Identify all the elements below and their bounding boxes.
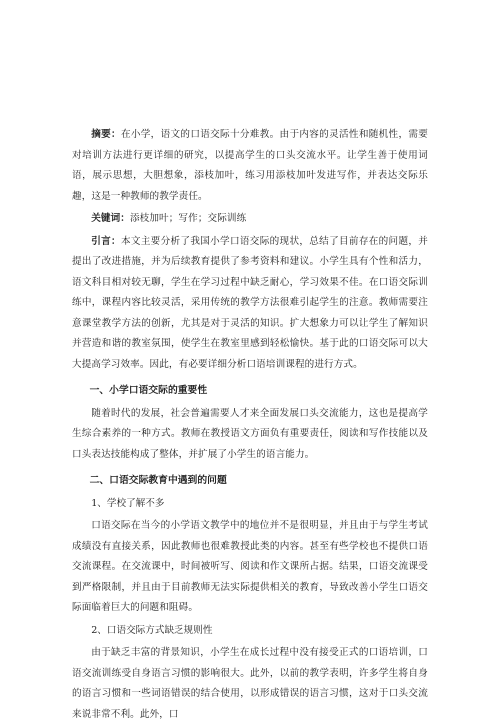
section2-heading: 二、口语交际教育中遇到的问题: [89, 475, 227, 486]
intro-label: 引言：: [91, 235, 121, 247]
keywords-paragraph: [72, 209, 428, 230]
abstract-text: 在小学，语文的口语交际十分难教。由于内容的灵活性和随机性，需要对培训方法进行更详细的研究，以提高学生的口头交流水平。让学生善于使用词语，展示思想，大胆想象，添枝加叶，练习用添枝加叶发进写作，并表达交际乐趣，这是一种教师的教学责任。: [72, 129, 428, 202]
section1-paragraph: 随着时代的发展，社会普遍需要人才来全面发展口头交流能力，这也是提高学生综合素养的一种方式。教师在教授语文方面负有重要责任，阅读和写作技能以及口头表达技能构成了整体，并扩展了小学生的语言能力。: [72, 407, 428, 460]
abstract-label: 摘要：: [91, 129, 121, 140]
subsection1-heading: 1、学校了解不多: [91, 497, 165, 509]
section1-heading-wrap: [72, 381, 428, 402]
keywords-label: 关键词：: [91, 213, 130, 224]
intro-text: 本文主要分析了我国小学口语交际的现状，总结了目前存在的问题，并提出了改进措施，并为后续教育提供了参考资料和建议。小学生具有个性和活力，语文科目相对较无聊，学生在学习过程中缺乏耐心，学习效果不佳。在口语交际训练中，课程内容比较灵活，采用传统的教学方法很难引起学生的注意。教师需要注意课堂教学方法的创新，尤其是对于灵活的知识。扩大想象力可以让学生了解知识并营造和谐的教室氛围，使学生在教室里感到轻松愉快。基于此的口语交际可以大大提高学习效率。因此，有必要详细分析口语培训课程的进行方式。: [72, 235, 428, 370]
subsection2-paragraph: 由于缺乏丰富的背景知识，小学生在成长过程中没有接受正式的口语培训，口语交流训练受自身语言习惯的影响很大。此外，以前的教学表明，许多学生将自身的语言习惯和一些词语错误的结合使用，以形成错误的语言习惯，这对于口头交流来说非常不利。此外，口: [72, 647, 428, 720]
subsection2-heading: 2、口语交际方式缺乏规则性: [91, 624, 213, 636]
subsection1-paragraph: 口语交际在当今的小学语文教学中的地位并不是很明显，并且由于与学生考试成绩没有直接关系，因此教师也很难教授此类的内容。甚至有些学校也不提供口语交流课程。在交流课中，时间被听写、阅读和作文课所占据。结果，口语交流课受到严格限制，并且由于目前教师无法实际提供相关的教育，导致改善小学生口语交际面临着巨大的问题和阻碍。: [72, 520, 428, 613]
document-page: [72, 125, 428, 725]
abstract-paragraph: [72, 125, 428, 207]
intro-paragraph: [72, 232, 428, 376]
section2-heading-wrap: [72, 471, 428, 492]
keywords-text: 添枝加叶；写作；交际训练: [129, 213, 247, 224]
section1-heading: 一、小学口语交际的重要性: [89, 385, 208, 396]
